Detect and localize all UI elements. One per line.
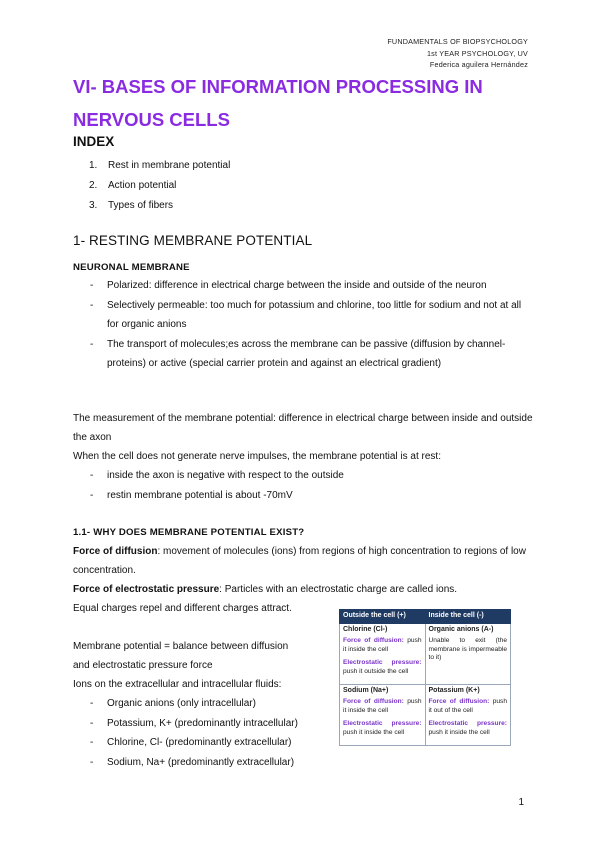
potassium-diffusion (429, 698, 508, 715)
column-header-inside: Inside the cell (-) (425, 610, 511, 624)
cell-potassium (425, 684, 511, 745)
dash-bullet: - (90, 698, 94, 709)
document-title: VI- BASES OF INFORMATION PROCESSING IN NERVOUS CELLS (73, 76, 483, 130)
sodium-electrostatic (343, 720, 422, 737)
bullet-text: Potassium, K+ (predominantly intracellular) (107, 717, 298, 729)
subheading-neuronal-membrane: NEURONAL MEMBRANE (73, 262, 190, 273)
diffusion-paragraph (73, 542, 535, 581)
diffusion-value: push it out of the cell (428, 698, 508, 714)
table-row (340, 623, 511, 684)
chlorine-diffusion (343, 637, 422, 654)
bullet-text: Polarized: difference in electrical charge between the inside and outside of the neuron (107, 280, 487, 291)
electrostatic-term: Force of electrostatic pressure (73, 584, 220, 595)
dash-bullet: - (90, 470, 94, 481)
page-number: 1 (518, 797, 524, 808)
rest-bullets (73, 466, 533, 505)
electrostatic-value: push it outside the cell (343, 667, 409, 675)
sodium-diffusion (343, 698, 422, 715)
membrane-bullets (73, 276, 533, 374)
index-heading: INDEX (73, 134, 115, 149)
index-text: Types of fibers (108, 199, 174, 211)
diffusion-term: Force of diffusion (73, 546, 158, 557)
table-header-row (340, 610, 511, 624)
list-item (73, 714, 335, 734)
diffusion-value: push it inside the cell (343, 637, 422, 653)
charges-paragraph: Equal charges repel and different charges attract. (73, 603, 292, 614)
dash-bullet: - (90, 299, 94, 311)
list-item (73, 335, 533, 374)
dash-bullet: - (90, 756, 94, 768)
bullet-text: restin membrane potential is about -70mV (107, 489, 293, 501)
bullet-text: inside the axon is negative with respect to the outside (107, 470, 344, 481)
electrostatic-value: push it inside the cell (343, 728, 405, 736)
dash-bullet: - (90, 280, 94, 291)
list-item (73, 466, 533, 486)
diffusion-label: Force of diffusion: (428, 698, 490, 706)
diffusion-label: Force of diffusion: (343, 637, 404, 645)
dash-bullet: - (90, 717, 94, 729)
section-heading-resting: 1- RESTING MEMBRANE POTENTIAL (73, 233, 313, 248)
bullet-text: Selectively permeable: too much for potassium and chlorine, too little for sodium and not at all for organic anions (107, 299, 522, 330)
header-author: Federica aguilera Hernández (429, 60, 528, 69)
dash-bullet: - (90, 489, 94, 501)
ion-name-chlorine: Chlorine (Cl-) (343, 625, 388, 633)
bullet-text: Sodium, Na+ (predominantly extracellular) (107, 756, 295, 768)
electrostatic-paragraph (73, 580, 535, 599)
dash-bullet: - (90, 737, 94, 748)
index-number: 2. (89, 179, 98, 191)
ion-name-sodium: Sodium (Na+) (343, 686, 389, 694)
header-year: 1st YEAR PSYCHOLOGY, UV (426, 48, 528, 58)
ion-name-organic: Organic anions (A-) (428, 625, 494, 633)
column-header-outside: Outside the cell (+) (340, 610, 426, 624)
electrostatic-value: push it inside the cell (428, 728, 490, 736)
potassium-electrostatic (429, 720, 508, 737)
index-list (73, 156, 230, 215)
bullet-text: Chlorine, Cl- (predominantly extracellular) (107, 737, 292, 748)
diffusion-text: : movement of molecules (ions) from regions of high concentration to regions of low concentration. (73, 546, 526, 577)
balance-line-2: and electrostatic pressure force (73, 660, 213, 671)
chlorine-electrostatic (343, 659, 422, 676)
index-item (73, 196, 230, 216)
rest-paragraph: When the cell does not generate nerve impulses, the membrane potential is at rest: (73, 451, 441, 462)
diffusion-label: Force of diffusion: (343, 698, 404, 706)
list-item (73, 733, 335, 753)
electrostatic-label: Electrostatic pressure: (343, 720, 422, 728)
cell-sodium (340, 684, 426, 745)
balance-line-1: Membrane potential = balance between diffusion (73, 641, 289, 652)
dash-bullet: - (90, 338, 94, 350)
index-item (73, 156, 230, 176)
index-number: 3. (89, 199, 98, 211)
ions-bullets (73, 694, 335, 772)
list-item (73, 486, 533, 506)
index-text: Action potential (108, 179, 177, 191)
list-item (73, 694, 335, 714)
subsection-heading-why: 1.1- WHY DOES MEMBRANE POTENTIAL EXIST? (73, 527, 305, 538)
ion-forces-table (339, 609, 511, 746)
table-row (340, 684, 511, 745)
bullet-text: The transport of molecules;es across the membrane can be passive (diffusion by channel-proteins) or active (special carrier protein and against an electrical gradient) (107, 338, 506, 369)
ions-intro: Ions on the extracellular and intracellular fluids: (73, 679, 282, 690)
electrostatic-label: Electrostatic pressure: (428, 720, 507, 728)
index-item (73, 176, 230, 196)
electrostatic-label: Electrostatic pressure: (343, 659, 422, 667)
organic-text: Unable to exit (the membrane is impermeable to it) (428, 637, 507, 662)
cell-organic-anions (425, 623, 511, 684)
index-text: Rest in membrane potential (108, 160, 231, 171)
bullet-text: Organic anions (only intracellular) (107, 698, 256, 709)
membrane-potential-paragraph: The measurement of the membrane potential: difference in electrical charge between inside and outside the axon (73, 413, 533, 444)
index-number: 1. (89, 160, 98, 171)
header-course: FUNDAMENTALS OF BIOPSYCHOLOGY (387, 37, 528, 46)
list-item (73, 753, 335, 773)
list-item (73, 276, 533, 296)
ion-name-potassium: Potassium (K+) (428, 686, 480, 694)
list-item (73, 296, 533, 335)
page-header (387, 36, 528, 71)
cell-chlorine (340, 623, 426, 684)
electrostatic-text: : Particles with an electrostatic charge are called ions. (219, 584, 458, 595)
diffusion-value: push it inside the cell (343, 698, 422, 714)
